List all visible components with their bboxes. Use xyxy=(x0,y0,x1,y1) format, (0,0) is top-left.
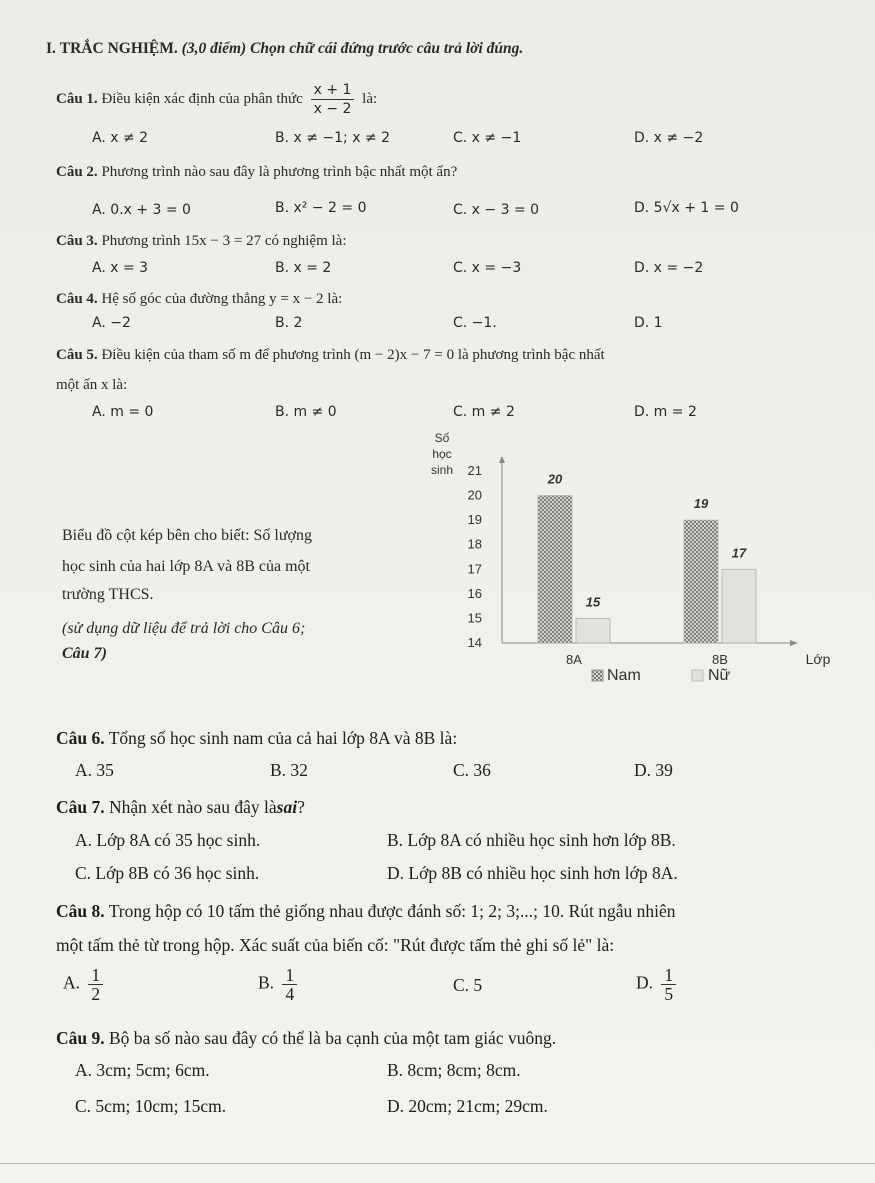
q2-option-b: B. x² − 2 = 0 xyxy=(275,200,367,216)
question-5-continued: một ẩn x là: xyxy=(56,377,128,393)
q5-option-b: B. m ≠ 0 xyxy=(275,404,337,420)
chart-caption-line-2: học sinh của hai lớp 8A và 8B của một xyxy=(62,558,310,575)
q9-option-d: D. 20cm; 21cm; 29cm. xyxy=(387,1096,548,1116)
fraction-denominator: 4 xyxy=(285,984,295,1004)
fraction xyxy=(311,81,355,118)
q1-option-a: A. x ≠ 2 xyxy=(92,130,149,146)
q4-option-b: B. 2 xyxy=(275,315,303,331)
option-letter: A. xyxy=(63,972,81,993)
fraction-numerator: x + 1 xyxy=(311,81,355,100)
bar-value-label: 19 xyxy=(693,496,709,512)
fraction xyxy=(88,966,103,1003)
question-1 xyxy=(56,81,377,118)
section-instruction: (3,0 điểm) Chọn chữ cái đứng trước câu trả lời đúng. xyxy=(181,40,524,57)
q5-option-c: C. m ≠ 2 xyxy=(453,404,515,420)
fraction-numerator: 1 xyxy=(88,966,103,985)
question-label: Câu 1. xyxy=(56,90,98,107)
question-text: Nhận xét nào sau đây là xyxy=(109,797,277,817)
q3-option-b: B. x = 2 xyxy=(275,260,332,276)
question-8 xyxy=(56,901,676,922)
q8-option-a xyxy=(63,966,107,1003)
chart-caption-line-3: trường THCS. xyxy=(62,586,154,603)
question-7 xyxy=(56,797,305,818)
y-axis-label: Số xyxy=(434,431,450,445)
section-title: TRẮC NGHIỆM. xyxy=(59,40,178,57)
y-axis-label: học xyxy=(432,447,452,461)
page-divider xyxy=(0,1163,875,1164)
question-text: Phương trình 15x − 3 = 27 có nghiệm là: xyxy=(101,233,347,249)
chart-caption-line-4: (sử dụng dữ liệu để trả lời cho Câu 6; xyxy=(62,620,306,637)
fraction-numerator: 1 xyxy=(282,966,297,985)
fraction xyxy=(661,966,676,1003)
x-tick-label: 8B xyxy=(712,652,728,667)
y-tick-label: 21 xyxy=(467,463,482,478)
q2-option-c: C. x − 3 = 0 xyxy=(453,202,540,218)
question-8-continued: một tấm thẻ từ trong hộp. Xác suất của biến cố: "Rút được tấm thẻ ghi số lẻ" là: xyxy=(56,935,615,955)
question-label: Câu 3. xyxy=(56,233,98,249)
question-tail: là: xyxy=(362,90,378,107)
q5-option-a: A. m = 0 xyxy=(92,404,154,420)
question-text: Phương trình nào sau đây là phương trình bậc nhất một ẩn? xyxy=(101,164,458,180)
q8-option-d xyxy=(636,966,680,1003)
question-label: Câu 9. xyxy=(56,1028,105,1048)
y-tick-label: 15 xyxy=(467,610,482,626)
bar-nữ-8b xyxy=(722,569,756,643)
q7-option-c: C. Lớp 8B có 36 học sinh. xyxy=(75,863,260,883)
question-text: Điều kiện xác định của phân thức xyxy=(101,90,303,107)
q8-option-b xyxy=(258,966,301,1003)
fraction-denominator: 2 xyxy=(91,984,101,1004)
y-tick-label: 17 xyxy=(467,561,482,577)
x-axis-arrow xyxy=(790,640,798,646)
q3-option-c: C. x = −3 xyxy=(453,260,522,276)
question-label: Câu 6. xyxy=(56,728,105,748)
question-text: Điều kiện của tham số m để phương trình (m − 2)x − 7 = 0 là phương trình bậc nhất xyxy=(101,347,605,363)
bar-nam-8b xyxy=(684,520,718,643)
fraction-denominator: 5 xyxy=(664,984,674,1004)
q1-option-c: C. x ≠ −1 xyxy=(453,130,522,146)
q8-option-c: C. 5 xyxy=(453,975,483,995)
question-label: Câu 8. xyxy=(56,901,105,921)
q4-option-a: A. −2 xyxy=(92,315,131,331)
question-text: Tổng số học sinh nam của cả hai lớp 8A và 8B là: xyxy=(108,728,458,748)
q6-option-c: C. 36 xyxy=(453,760,491,780)
legend-label-nu: Nữ xyxy=(708,667,731,684)
question-label: Câu 5. xyxy=(56,347,98,363)
question-text: Bộ ba số nào sau đây có thể là ba cạnh của một tam giác vuông. xyxy=(109,1028,557,1048)
q6-option-a: A. 35 xyxy=(75,760,114,780)
q6-option-b: B. 32 xyxy=(270,760,308,780)
y-tick-label: 16 xyxy=(467,585,482,601)
fraction-denominator: x − 2 xyxy=(313,101,352,117)
x-tick-label: 8A xyxy=(566,652,582,667)
question-tail: ? xyxy=(297,797,305,817)
bar-nam-8a xyxy=(538,496,572,643)
question-emphasis: sai xyxy=(276,797,298,817)
y-axis-arrow xyxy=(499,456,505,463)
q1-option-d: D. x ≠ −2 xyxy=(634,130,704,146)
y-axis-label: sinh xyxy=(430,463,454,477)
y-tick-label: 18 xyxy=(467,536,482,552)
question-3 xyxy=(56,232,346,250)
question-text: Hệ số góc của đường thẳng y = x − 2 là: xyxy=(101,291,343,307)
option-letter: D. xyxy=(636,972,654,993)
q4-option-c: C. −1. xyxy=(453,315,497,331)
chart-caption-line-5: Câu 7) xyxy=(62,645,107,662)
q3-option-d: D. x = −2 xyxy=(634,260,704,276)
q1-option-b: B. x ≠ −1; x ≠ 2 xyxy=(275,130,391,146)
question-2 xyxy=(56,163,457,181)
question-9 xyxy=(56,1028,556,1049)
bar-nữ-8a xyxy=(576,618,610,643)
question-6 xyxy=(56,728,457,749)
y-tick-label: 19 xyxy=(467,512,482,528)
chart-caption-line-1: Biểu đồ cột kép bên cho biết: Số lượng xyxy=(62,527,312,544)
double-bar-chart xyxy=(410,425,860,715)
question-label: Câu 2. xyxy=(56,164,98,180)
q2-option-d: D. 5√x + 1 = 0 xyxy=(634,200,739,216)
q6-option-d: D. 39 xyxy=(634,760,673,780)
bar-value-label: 20 xyxy=(547,471,563,487)
q7-option-b: B. Lớp 8A có nhiều học sinh hơn lớp 8B. xyxy=(387,830,676,850)
question-4 xyxy=(56,290,342,308)
y-tick-label: 20 xyxy=(467,487,482,503)
legend-label-nam: Nam xyxy=(607,667,641,684)
legend-swatch-nu xyxy=(692,670,703,681)
question-label: Câu 7. xyxy=(56,797,105,817)
q9-option-c: C. 5cm; 10cm; 15cm. xyxy=(75,1096,227,1116)
q2-option-a: A. 0.x + 3 = 0 xyxy=(92,202,191,218)
q7-option-d: D. Lớp 8B có nhiều học sinh hơn lớp 8A. xyxy=(387,863,678,883)
q7-option-a: A. Lớp 8A có 35 học sinh. xyxy=(75,830,261,850)
q9-option-a: A. 3cm; 5cm; 6cm. xyxy=(75,1060,210,1080)
q9-option-b: B. 8cm; 8cm; 8cm. xyxy=(387,1060,521,1080)
section-number: I. xyxy=(46,40,56,57)
section-header xyxy=(46,40,523,58)
fraction xyxy=(282,966,297,1003)
question-text: Trong hộp có 10 tấm thẻ giống nhau được đánh số: 1; 2; 3;...; 10. Rút ngẫu nhiên xyxy=(108,901,676,921)
legend-swatch-nam xyxy=(592,670,603,681)
q4-option-d: D. 1 xyxy=(634,315,663,331)
question-5 xyxy=(56,346,605,364)
q5-option-d: D. m = 2 xyxy=(634,404,697,420)
fraction-numerator: 1 xyxy=(661,966,676,985)
bar-value-label: 15 xyxy=(585,594,601,610)
q3-option-a: A. x = 3 xyxy=(92,260,149,276)
x-axis-label: Lớp xyxy=(805,651,831,667)
option-letter: B. xyxy=(258,972,275,993)
y-tick-label: 14 xyxy=(467,635,482,650)
bar-value-label: 17 xyxy=(731,545,747,561)
question-label: Câu 4. xyxy=(56,291,98,307)
